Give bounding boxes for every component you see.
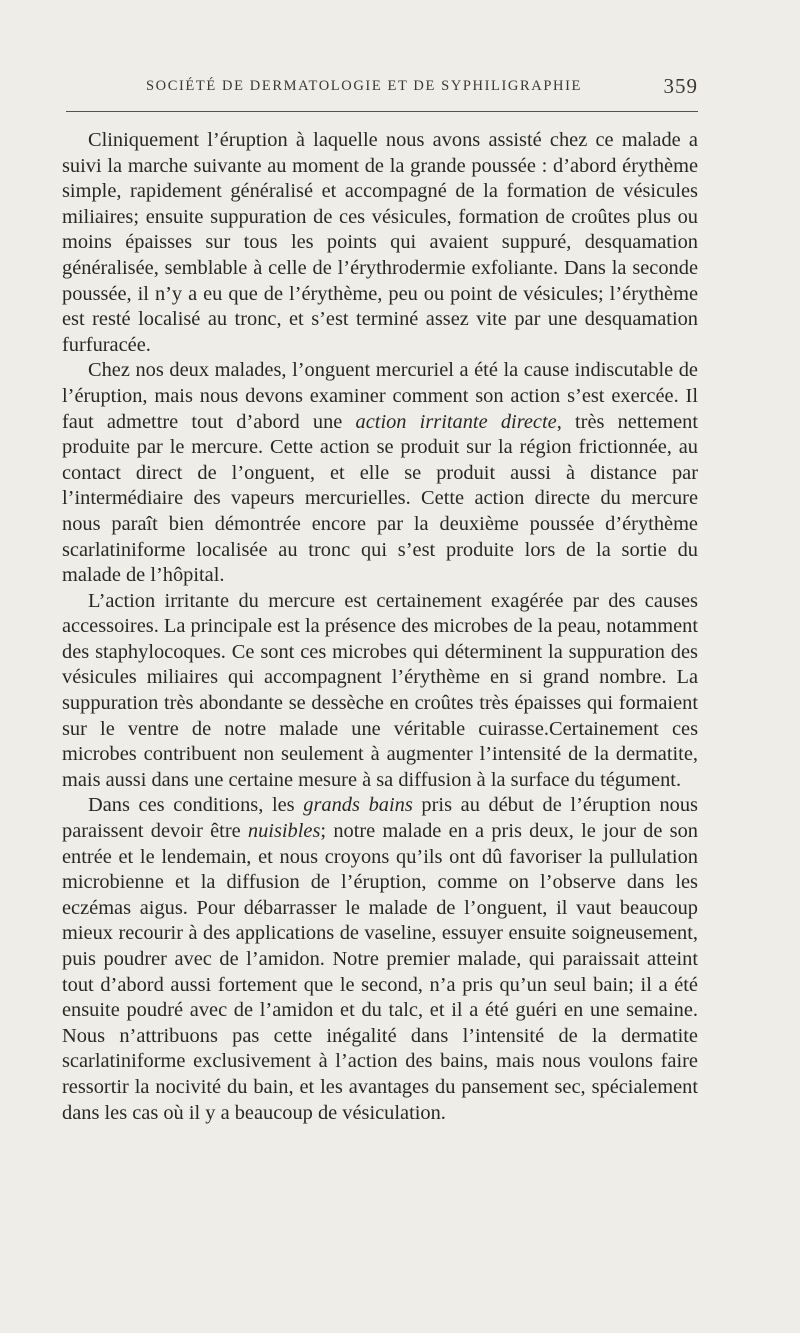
running-title: SOCIÉTÉ DE DERMATOLOGIE ET DE SYPHILIGRAPHIE xyxy=(146,78,582,94)
paragraph-2-text-before: Chez nos deux malades, l’onguent mercuriel a été la cause indiscutable de l’éruption, mais nous devons examiner comment son action s’est exercée. Il faut admettre tout d’abord une xyxy=(62,359,698,433)
paragraph-1-text: Cliniquement l’éruption à laquelle nous avons assisté chez ce malade a suivi la marche suivante au moment de la grande poussée : d’abord érythème simple, rapidement généralisé et accompagné de la formation de vésicules miliaires; ensuite suppuration de ces vésicules, formation de croûtes plus ou moins épaisses sur tous les points qui avaient suppuré, desquamation généralisée, semblable à celle de l’érythrodermie exfoliante. Dans la seconde poussée, il n’y a eu que de l’érythème, peu ou point de vésicules; l’érythème est resté localisé au tronc, et s’est terminé assez vite par une desquamation furfuracée. xyxy=(62,129,698,356)
paragraph-4-text-after: ; notre malade en a pris deux, le jour de son entrée et le lendemain, et nous croyons qu’ils ont dû favoriser la pullulation microbienne et la diffusion de l’éruption, comme on l’observe dans les eczémas aigus. Pour débarrasser le malade de l’onguent, il vaut beaucoup mieux recourir à des applications de vaseline, essuyer ensuite soigneusement, puis poudrer avec de l’amidon. Notre premier malade, qui paraissait atteint tout d’abord aussi fortement que le second, n’a pris qu’un seul bain; il a été ensuite poudré avec de l’amidon et du talc, et il a été guéri en une semaine. Nous n’attribuons pas cette inégalité dans l’intensité de la dermatite scarlatiniforme exclusivement à l’action des bains, mais nous voulons faire ressortir la nocivité du bain, et les avantages du pansement sec, spécialement dans les cas où il y a beaucoup de vésiculation. xyxy=(62,820,698,1124)
paragraph-4-italic-nuisibles: nuisibles xyxy=(247,820,321,843)
paragraph-4-text-before: Dans ces conditions, les xyxy=(88,794,304,817)
paragraph-4-italic-grands-bains: grands bains xyxy=(303,794,413,817)
paragraph-2-italic-action-irritante-directe: action irritante directe xyxy=(355,410,557,433)
paragraph-4-text-middle: pris au début de l’éruption nous paraissent devoir être xyxy=(62,794,698,843)
paragraph-2 xyxy=(62,358,698,588)
body-text xyxy=(62,128,698,1126)
header-rule xyxy=(66,111,698,112)
paragraph-2-text-after: , très nettement produite par le mercure. Cette action se produit sur la région frictionnée, au contact direct de l’onguent, et elle se produit aussi à distance par l’intermédiaire des vapeurs mercurielles. Cette action directe du mercure nous paraît bien démontrée encore par la deuxième poussée d’érythème scarlatiniforme localisée au tronc qui s’est produite lors de la sortie du malade de l’hôpital. xyxy=(62,410,699,587)
paragraph-3-text: L’action irritante du mercure est certainement exagérée par des causes accessoires. La principale est la présence des microbes de la peau, notamment des staphylocoques. Ce sont ces microbes qui déterminent la suppuration des vésicules miliaires qui accompagnent l’érythème en si grand nombre. La suppuration très abondante se dessèche en croûtes très épaisses qui formaient sur le ventre de notre malade une véritable cuirasse.Certainement ces microbes contribuent non seulement à augmenter l’intensité de la dermatite, mais aussi dans une certaine mesure à sa diffusion à la surface du tégument. xyxy=(62,589,698,791)
paragraph-3 xyxy=(62,589,698,794)
page-number: 359 xyxy=(663,74,698,98)
paragraph-1 xyxy=(62,128,698,358)
paragraph-4 xyxy=(62,793,698,1126)
page-header xyxy=(62,74,698,98)
